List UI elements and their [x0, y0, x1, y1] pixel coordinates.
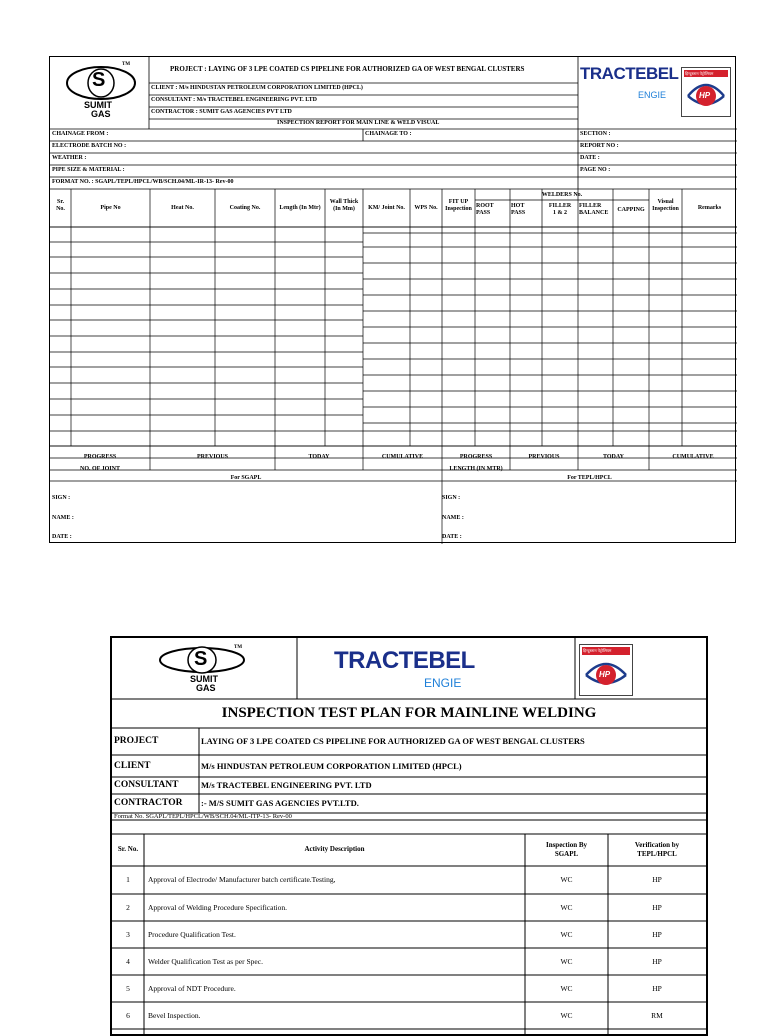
today-left-label: TODAY [308, 454, 330, 460]
col-hot-pass: HOT PASS [511, 203, 526, 216]
itp-grid-lines [112, 638, 706, 1034]
col-fit-up: FIT UP Inspection [445, 199, 472, 212]
itp-hp-logo [579, 644, 633, 696]
itp-row-activity: Procedure Qualification Test. [148, 930, 236, 939]
itp-hp-text: HP [599, 670, 611, 679]
itp-tractebel-text: TRACTEBEL [334, 647, 475, 674]
itp-row-sr: 2 [126, 903, 130, 912]
itp-col-inspection: Inspection By SGAPL [545, 841, 588, 858]
hp-hindi-text: हिन्दुस्तान पेट्रोलियम [685, 71, 714, 76]
col-wps-no: WPS No. [414, 205, 438, 211]
inspection-report-form [49, 56, 736, 543]
section-label: SECTION : [580, 131, 611, 137]
trademark-label: TM [122, 62, 131, 67]
date-label: DATE : [580, 155, 600, 161]
itp-row-sr: 5 [126, 984, 130, 993]
tractebel-text: TRACTEBEL [580, 64, 679, 83]
sumit-logo-letter: S [92, 69, 106, 91]
report-contractor: CONTRACTOR : SUMIT GAS AGENCIES PVT LTD [151, 109, 292, 115]
itp-client-value: M/s HINDUSTAN PETROLEUM CORPORATION LIMITED (HPCL) [201, 761, 462, 771]
pipe-size-label: PIPE SIZE & MATERIAL : [52, 167, 125, 173]
itp-consultant-label: CONSULTANT [114, 780, 179, 790]
itp-row-activity: Bevel Inspection. [148, 1011, 201, 1020]
cumulative-left-label: CUMULATIVE [381, 454, 424, 460]
page-no-label: PAGE NO : [580, 167, 611, 173]
itp-col-activity: Activity Description [304, 845, 365, 853]
itp-contractor-value: :- M/S SUMIT GAS AGENCIES PVT.LTD. [201, 798, 359, 808]
itp-row-sr: 3 [126, 930, 130, 939]
sumit-logo-bottom-text: GAS [91, 109, 111, 119]
itp-row-activity: Welder Qualification Test as per Spec. [148, 957, 263, 966]
report-client: CLIENT : M/s HINDUSTAN PETROLEUM CORPORATION LIMITED (HPCL) [151, 85, 363, 91]
itp-col-sr-no: Sr. No. [117, 845, 139, 853]
sumit-gas-logo [60, 61, 142, 125]
chainage-to-label: CHAINAGE TO : [365, 131, 412, 137]
itp-row-activity: Approval of Welding Procedure Specification. [148, 903, 288, 912]
length-label: LENGTH (IN MTR) [449, 466, 503, 472]
itp-client-label: CLIENT [114, 761, 151, 771]
col-filler-12: FILLER 1 & 2 [548, 203, 572, 216]
itp-row-inspection: WC [560, 1011, 573, 1020]
itp-project-label: PROJECT [114, 736, 159, 746]
itp-row-verification: HP [652, 957, 662, 966]
col-root-pass: ROOT PASS [476, 203, 494, 216]
itp-tractebel-logo [334, 648, 474, 696]
itp-row-inspection: WC [560, 875, 573, 884]
itp-row-verification: RM [651, 1011, 663, 1020]
previous-left-label: PREVIOUS [196, 454, 228, 460]
itp-row-sr: 4 [126, 957, 130, 966]
itp-contractor-label: CONTRACTOR [114, 798, 183, 808]
col-km-joint: KM/ Joint No. [368, 205, 405, 211]
itp-row-verification: HP [652, 984, 662, 993]
hp-logo [681, 67, 731, 117]
report-project: PROJECT : LAYING OF 3 LPE COATED CS PIPELINE FOR AUTHORIZED GA OF WEST BENGAL CLUSTERS [170, 65, 525, 73]
itp-sumit-letter: S [194, 648, 208, 670]
weather-label: WEATHER : [52, 155, 87, 161]
itp-col-verification: Verification by TEPL/HPCL [634, 841, 680, 858]
col-wall-thick: Wall Thick (In Mm) [329, 199, 359, 212]
engie-text: ENGIE [638, 90, 667, 100]
inspection-test-plan [110, 636, 708, 1036]
col-filler-balance: FILLER BALANCE [579, 203, 609, 216]
itp-row-activity: Approval of Electrode/ Manufacturer batch certificate.Testing, [148, 875, 336, 884]
today-right-label: TODAY [602, 454, 624, 460]
for-sgapl-label: For SGAPL [230, 475, 262, 481]
date-right-label: DATE : [442, 534, 462, 540]
col-coating-no: Coating No. [229, 205, 261, 211]
sign-right-label: SIGN : [442, 495, 461, 501]
itp-row-activity: Approval of NDT Procedure. [148, 984, 236, 993]
itp-row-sr: 1 [126, 875, 130, 884]
col-remarks: Remarks [697, 205, 722, 211]
sumit-logo-top-text: SUMIT [84, 100, 112, 110]
itp-format-no: Format No. SGAPL/TEPL/HPCL/WB/SCH.04/ML-ITP-13- Rev-00 [114, 813, 292, 820]
cumulative-right-label: CUMULATIVE [672, 454, 714, 460]
format-no-label: FORMAT NO. : SGAPL/TEPL/HPCL/WB/SCH.04/ML-IR-13- Rev-00 [52, 179, 234, 185]
date-left-label: DATE : [52, 534, 72, 540]
itp-row-verification: HP [652, 875, 662, 884]
no-of-joint-label: NO. OF JOINT [80, 466, 120, 472]
itp-row-inspection: WC [560, 930, 573, 939]
col-pipe-no: Pipe No [100, 205, 121, 211]
col-capping: CAPPING [617, 207, 645, 213]
report-title: INSPECTION REPORT FOR MAIN LINE & WELD VISUAL [277, 120, 440, 126]
itp-consultant-value: M/s TRACTEBEL ENGINEERING PVT. LTD [201, 780, 372, 790]
itp-sumit-top: SUMIT [190, 674, 218, 684]
progress-right-label: PROGRESS [459, 454, 493, 460]
itp-row-verification: HP [652, 930, 662, 939]
col-length: Length (In Mtr) [279, 205, 321, 211]
report-no-label: REPORT NO : [580, 143, 619, 149]
hp-logo-text: HP [699, 91, 711, 100]
itp-row-inspection: WC [560, 984, 573, 993]
itp-row-inspection: WC [560, 957, 573, 966]
itp-engie-text: ENGIE [424, 676, 462, 690]
sign-left-label: SIGN : [52, 495, 71, 501]
name-left-label: NAME : [52, 515, 74, 521]
tractebel-logo [580, 64, 679, 105]
col-visual: Visual Inspection [652, 199, 679, 212]
previous-right-label: PREVIOUS [528, 454, 560, 460]
progress-left-label: PROGRESS [83, 454, 117, 460]
itp-sumit-bottom: GAS [196, 683, 216, 693]
col-sr-no: Sr. No. [56, 199, 65, 212]
itp-hp-hindi: हिन्दुस्तान पेट्रोलियम [583, 648, 612, 653]
itp-sumit-gas-logo [152, 642, 252, 696]
chainage-from-label: CHAINAGE FROM : [52, 131, 109, 137]
report-consultant: CONSULTANT : M/s TRACTEBEL ENGINEERING PVT. LTD [151, 97, 317, 103]
electrode-batch-label: ELECTRODE BATCH NO : [52, 143, 127, 149]
name-right-label: NAME : [442, 515, 464, 521]
itp-row-inspection: WC [560, 903, 573, 912]
col-welders-no: WELDERS No. [541, 192, 583, 198]
col-heat-no: Heat No. [171, 205, 194, 211]
itp-row-sr: 6 [126, 1011, 130, 1020]
itp-title: INSPECTION TEST PLAN FOR MAINLINE WELDING [221, 705, 597, 721]
itp-trademark: TM [234, 645, 243, 650]
itp-row-verification: HP [652, 903, 662, 912]
for-tepl-label: For TEPL/HPCL [567, 475, 612, 481]
itp-project-value: LAYING OF 3 LPE COATED CS PIPELINE FOR AUTHORIZED GA OF WEST BENGAL CLUSTERS [201, 736, 585, 746]
